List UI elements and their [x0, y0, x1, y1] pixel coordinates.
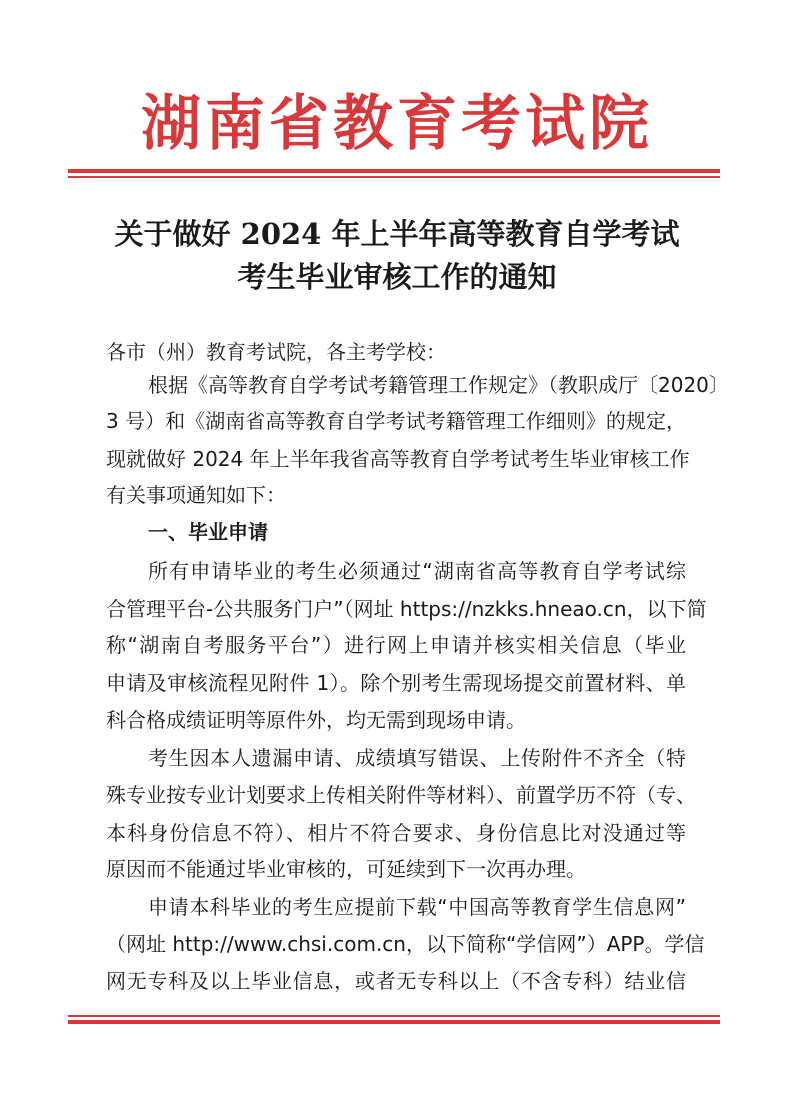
salutation: 各市（州）教育考试院，各主考学校：: [106, 340, 446, 364]
paragraph-2-line-3: 称“湖南自考服务平台”）进行网上申请并核实相关信息（毕业: [106, 633, 686, 657]
document-title-line1: 关于做好 2024 年上半年高等教育自学考试: [114, 217, 680, 251]
header-rule-thick: [68, 169, 720, 173]
paragraph-3-line-3: 本科身份信息不符）、相片不符合要求、身份信息比对没通过等: [106, 821, 686, 845]
paragraph-2-line-5: 科合格成绩证明等原件外，均无需到现场申请。: [106, 708, 526, 732]
paragraph-2-line-2: 合管理平台-公共服务门户”（网址 https://nzkks.hneao.cn，以下简: [106, 597, 707, 621]
paragraph-4-line-1: 申请本科毕业的考生应提前下载“中国高等教育学生信息网”: [148, 895, 686, 919]
footer-rule-thick: [68, 1020, 720, 1024]
footer-rule-thin: [68, 1015, 720, 1017]
letterhead-title: 湖南省教育考试院: [141, 89, 653, 159]
document-title-line2: 考生毕业审核工作的通知: [237, 260, 557, 294]
paragraph-4-line-2: （网址 http://www.chsi.com.cn，以下简称“学信网”）APP。学信: [106, 932, 705, 956]
paragraph-4-line-3: 网无专科及以上毕业信息，或者无专科以上（不含专科）结业信: [106, 969, 686, 993]
paragraph-3-line-1: 考生因本人遗漏申请、成绩填写错误、上传附件不齐全（特: [148, 746, 686, 770]
paragraph-3-line-4: 原因而不能通过毕业审核的，可延续到下一次再办理。: [106, 857, 586, 881]
paragraph-2-line-4: 申请及审核流程见附件 1）。除个别考生需现场提交前置材料、单: [106, 671, 686, 695]
paragraph-2-line-1: 所有申请毕业的考生必须通过“湖南省高等教育自学考试综: [148, 559, 686, 583]
paragraph-1-line-1: 根据《高等教育自学考试考籍管理工作规定》（教职成厅〔2020〕: [148, 373, 729, 397]
paragraph-1-line-2: 3 号）和《湖南省高等教育自学考试考籍管理工作细则》的规定，: [106, 409, 686, 433]
header-rule-thin: [68, 176, 720, 178]
paragraph-1-line-4: 有关事项通知如下：: [106, 483, 286, 507]
paragraph-1-line-3: 现就做好 2024 年上半年我省高等教育自学考试考生毕业审核工作: [106, 447, 690, 471]
paragraph-3-line-2: 殊专业按专业计划要求上传相关附件等材料）、前置学历不符（专、: [106, 783, 696, 807]
section-heading-graduation-application: 一、毕业申请: [148, 520, 268, 544]
